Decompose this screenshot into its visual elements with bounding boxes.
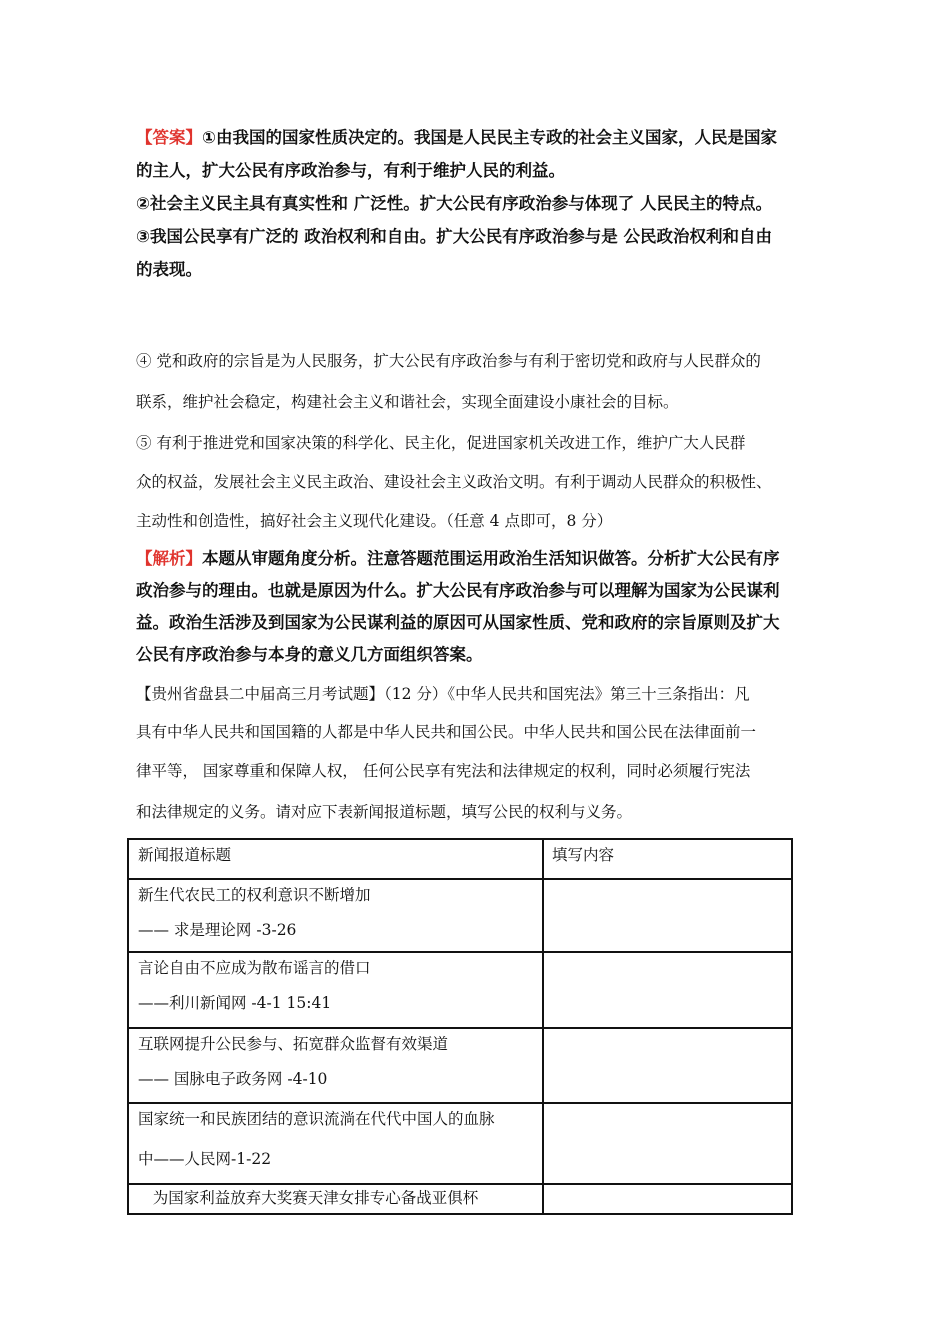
fill-cell[interactable]: [543, 1103, 792, 1184]
news-cell: 为国家利益放弃大奖赛天津女排专心备战亚俱杯: [128, 1184, 543, 1214]
analysis-tag: 【解析】: [136, 549, 202, 568]
question-line-1: 【贵州省盘县二中届高三月考试题】（12 分）《中华人民共和国宪法》第三十三条指出：凡: [136, 685, 750, 703]
table-row: [128, 1028, 792, 1103]
answer-line-3: ②社会主义民主具有真实性和 广泛性。扩大公民有序政治参与体现了 人民民主的特点。: [136, 194, 772, 213]
point-line-4: 众的权益，发展社会主义民主政治、建设社会主义政治文明。有利于调动人民群众的积极性、: [136, 473, 772, 491]
table-row: [128, 879, 792, 952]
header-fill-content: 填写内容: [543, 839, 792, 879]
news-cell: 互联网提升公民参与、拓宽群众监督有效渠道 —— 国脉电子政务网 -4-10: [128, 1028, 543, 1103]
news-table: [127, 838, 793, 1215]
fill-cell[interactable]: [543, 1184, 792, 1214]
table-row: [128, 1103, 792, 1184]
question-line-3: 律平等， 国家尊重和保障人权， 任何公民享有宪法和法律规定的权利，同时必须履行宪法: [136, 762, 751, 780]
answer-line-4: ③我国公民享有广泛的 政治权利和自由。扩大公民有序政治参与是 公民政治权利和自由: [136, 227, 772, 246]
answer-line-2: 的主人，扩大公民有序政治参与，有利于维护人民的利益。: [136, 161, 565, 180]
fill-cell[interactable]: [543, 1028, 792, 1103]
point-line-5: 主动性和创造性，搞好社会主义现代化建设。（任意 4 点即可，8 分）: [136, 512, 613, 530]
news-cell: 言论自由不应成为散布谣言的借口 ——利川新闻网 -4-1 15:41: [128, 952, 543, 1028]
news-cell: 新生代农民工的权利意识不断增加 —— 求是理论网 -3-26: [128, 879, 543, 952]
table-row: [128, 1184, 792, 1214]
point-line-1: ④ 党和政府的宗旨是为人民服务，扩大公民有序政治参与有利于密切党和政府与人民群众的: [136, 352, 761, 370]
news-cell: 国家统一和民族团结的意识流淌在代代中国人的血脉 中——人民网-1-22: [128, 1103, 543, 1184]
answer-line-1: 【答案】①由我国的国家性质决定的。我国是人民民主专政的社会主义国家，人民是国家: [136, 128, 777, 147]
point-line-3: ⑤ 有利于推进党和国家决策的科学化、民主化，促进国家机关改进工作，维护广大人民群: [136, 434, 746, 452]
fill-cell[interactable]: [543, 952, 792, 1028]
table-header-row: [128, 839, 792, 879]
question-line-2: 具有中华人民共和国国籍的人都是中华人民共和国公民。中华人民共和国公民在法律面前一: [136, 723, 757, 741]
table-row: [128, 952, 792, 1028]
answer-tag: 【答案】: [136, 128, 202, 147]
analysis-line-3: 益。政治生活涉及到国家为公民谋利益的原因可从国家性质、党和政府的宗旨原则及扩大: [136, 613, 780, 632]
fill-cell[interactable]: [543, 879, 792, 952]
analysis-line-4: 公民有序政治参与本身的意义几方面组织答案。: [136, 645, 483, 664]
question-line-4: 和法律规定的义务。请对应下表新闻报道标题，填写公民的权利与义务。: [136, 803, 633, 821]
header-news-title: 新闻报道标题: [128, 839, 543, 879]
answer-line-5: 的表现。: [136, 260, 202, 279]
point-line-2: 联系，维护社会稳定，构建社会主义和谐社会，实现全面建设小康社会的目标。: [136, 393, 679, 411]
analysis-line-2: 政治参与的理由。也就是原因为什么。扩大公民有序政治参与可以理解为国家为公民谋利: [136, 581, 780, 600]
analysis-line-1: 【解析】本题从审题角度分析。注意答题范围运用政治生活知识做答。分析扩大公民有序: [136, 549, 780, 568]
